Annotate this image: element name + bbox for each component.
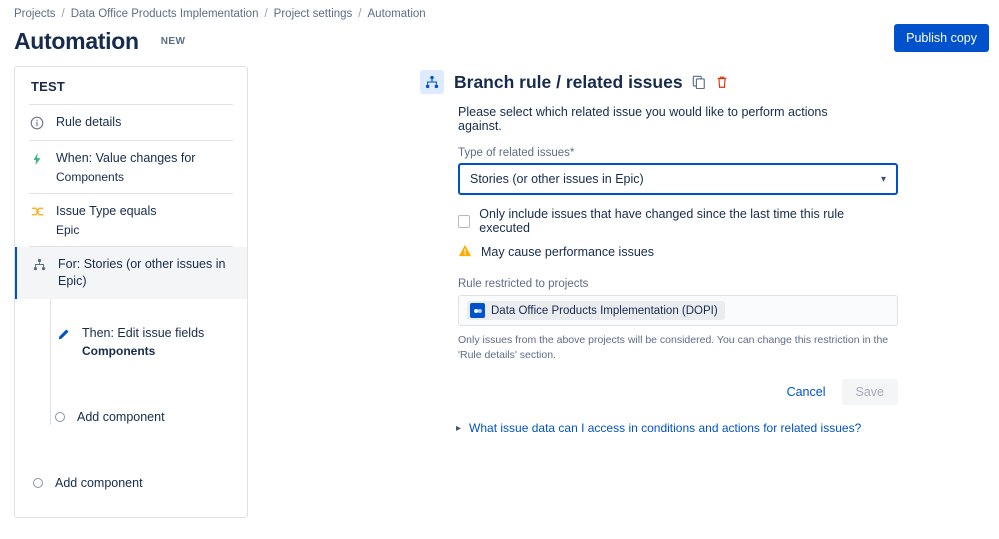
- detail-description: Please select which related issue you would like to perform actions against.: [458, 105, 828, 133]
- rule-step-condition[interactable]: [15, 194, 247, 246]
- breadcrumb-item-projects[interactable]: Projects: [14, 8, 56, 20]
- page-header: [0, 22, 999, 60]
- rule-step-label: Rule details: [56, 115, 122, 129]
- restricted-projects-field[interactable]: [458, 295, 898, 326]
- trash-icon[interactable]: [715, 75, 729, 89]
- project-avatar-icon: [470, 303, 485, 318]
- add-component-root-label: Add component: [55, 475, 143, 490]
- type-select-value: Stories (or other issues in Epic): [470, 172, 644, 186]
- breadcrumb-separator: /: [264, 8, 268, 20]
- rule-step-sublabel: Epic: [56, 222, 80, 237]
- rule-step-sublabel: Components: [56, 169, 125, 184]
- cancel-button[interactable]: Cancel: [779, 379, 834, 405]
- page-title: Automation: [14, 27, 139, 54]
- breadcrumb: [0, 0, 999, 22]
- detail-title: Branch rule / related issues: [454, 71, 683, 92]
- warning-icon: [458, 244, 472, 260]
- issue-data-expander[interactable]: [456, 421, 870, 435]
- chevron-down-icon: ▾: [880, 173, 886, 185]
- add-component-child-button[interactable]: [15, 401, 247, 433]
- rule-step-trigger[interactable]: [15, 141, 247, 193]
- restrict-help-text: Only issues from the above projects will be considered. You can change this restriction in the 'Rule details' section.: [458, 334, 889, 362]
- breadcrumb-item-automation[interactable]: Automation: [367, 8, 426, 20]
- publish-copy-button[interactable]: Publish copy: [894, 24, 989, 52]
- performance-warning-label: May cause performance issues: [481, 245, 654, 259]
- branch-children: [15, 299, 247, 433]
- edit-icon: [55, 327, 71, 343]
- rule-step-label: Issue Type equals: [56, 203, 157, 218]
- rule-step-sublabel: Components: [82, 343, 156, 358]
- breadcrumb-separator: /: [61, 8, 65, 20]
- chevron-right-icon: ▸: [456, 422, 462, 434]
- project-chip[interactable]: [467, 301, 725, 320]
- branch-icon: [31, 257, 47, 273]
- breadcrumb-item-project[interactable]: Data Office Products Implementation: [70, 8, 259, 20]
- condition-icon: [29, 204, 45, 220]
- branch-icon: [420, 70, 444, 94]
- rule-builder-panel: [14, 66, 248, 518]
- rule-step-branch[interactable]: [15, 247, 247, 299]
- restrict-field-label: Rule restricted to projects: [458, 278, 589, 290]
- rule-name: TEST: [31, 79, 66, 94]
- performance-warning: [458, 244, 870, 260]
- project-chip-label: Data Office Products Implementation (DOPI): [491, 304, 718, 317]
- rule-step-rule-details[interactable]: [15, 105, 247, 140]
- info-icon: [29, 115, 45, 131]
- add-component-child-label: Add component: [77, 409, 165, 424]
- only-changed-issues-label: Only include issues that have changed since the last time this rule executed: [479, 207, 845, 235]
- plus-circle-icon: [55, 412, 65, 422]
- add-component-root-button[interactable]: [15, 467, 247, 499]
- issue-data-expander-label: What issue data can I access in conditions and actions for related issues?: [469, 421, 862, 436]
- copy-icon[interactable]: [692, 75, 706, 89]
- main-content: [0, 60, 999, 518]
- type-of-related-issues-select[interactable]: [458, 163, 898, 195]
- breadcrumb-separator: /: [358, 8, 362, 20]
- only-changed-issues-checkbox-row[interactable]: [458, 207, 870, 235]
- rule-step-label: When: Value changes for: [56, 151, 196, 165]
- rule-step-action[interactable]: [15, 317, 247, 367]
- detail-header-actions: [692, 75, 729, 89]
- new-badge: NEW: [160, 35, 186, 47]
- rule-step-label: Then: Edit issue fields: [82, 325, 205, 340]
- rule-step-label: For: Stories (or other issues in Epic): [58, 256, 226, 288]
- type-field-label: Type of related issues*: [458, 147, 575, 159]
- form-actions: [458, 379, 898, 405]
- only-changed-issues-checkbox[interactable]: [458, 215, 470, 228]
- save-button[interactable]: Save: [842, 379, 899, 405]
- branch-detail-panel: [420, 66, 889, 436]
- breadcrumb-item-project-settings[interactable]: Project settings: [273, 8, 353, 20]
- trigger-icon: [29, 151, 45, 167]
- plus-circle-icon: [33, 478, 43, 488]
- detail-header: [420, 70, 870, 94]
